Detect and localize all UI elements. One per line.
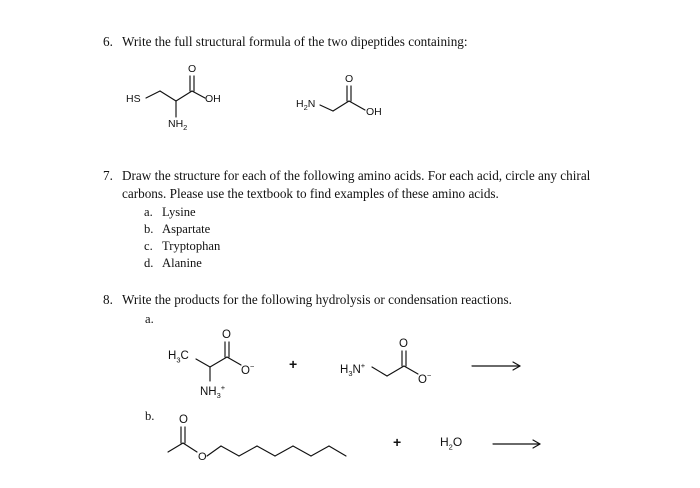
atom-label-ester-o: O	[198, 451, 207, 463]
list-item: b. Aspartate	[144, 222, 211, 236]
atom-label-o-minus: O−	[241, 362, 255, 377]
plus-sign: +	[393, 434, 402, 450]
list-item: c. Tryptophan	[144, 239, 221, 253]
plus-sign: +	[289, 356, 298, 372]
reaction-b-bonds	[168, 427, 346, 456]
atom-label-oh: OH	[366, 106, 382, 118]
question-number: 8.	[103, 292, 113, 307]
reaction-arrow-b	[493, 440, 540, 448]
part-b-label: b.	[145, 409, 155, 423]
atom-label-o-minus: O−	[418, 371, 432, 386]
cysteine-bonds	[146, 76, 205, 117]
atom-label-oh: OH	[205, 93, 221, 105]
question-7-line-2: carbons. Please use the textbook to find examples of these amino acids.	[122, 186, 499, 201]
atom-label-nh2: $NH_2$	[168, 118, 188, 133]
question-number: 7.	[103, 168, 113, 183]
water-formula: $H_2O$	[440, 435, 463, 452]
atom-label-o: O	[188, 63, 197, 75]
atom-label-h3n-plus: $H_3N^+$	[340, 361, 366, 379]
list-item: a. Lysine	[144, 205, 196, 219]
question-text-line-1: Draw the structure for each of the following amino acids. For each acid, circle any chiral	[122, 168, 591, 183]
reaction-a-bonds	[196, 342, 418, 381]
atom-label-o: O	[345, 73, 354, 85]
question-text: Write the products for the following hydrolysis or condensation reactions.	[122, 292, 512, 307]
list-item: d. Alanine	[144, 256, 202, 270]
atom-label-o: O	[179, 414, 188, 426]
question-number: 6.	[103, 34, 113, 49]
atom-label-o: O	[222, 329, 231, 341]
atom-label-o: O	[399, 338, 408, 350]
glycine-bonds	[320, 86, 365, 111]
part-a-label: a.	[145, 312, 154, 326]
atom-label-hs: HS	[126, 93, 141, 105]
reaction-arrow-a	[472, 362, 520, 370]
atom-label-h2n: $H_2N$	[296, 98, 316, 113]
atom-label-h3c: $H_3C$	[168, 350, 189, 365]
atom-label-nh3-plus: $NH_3^+$	[200, 383, 226, 401]
question-text: Write the full structural formula of the two dipeptides containing:	[122, 34, 468, 49]
